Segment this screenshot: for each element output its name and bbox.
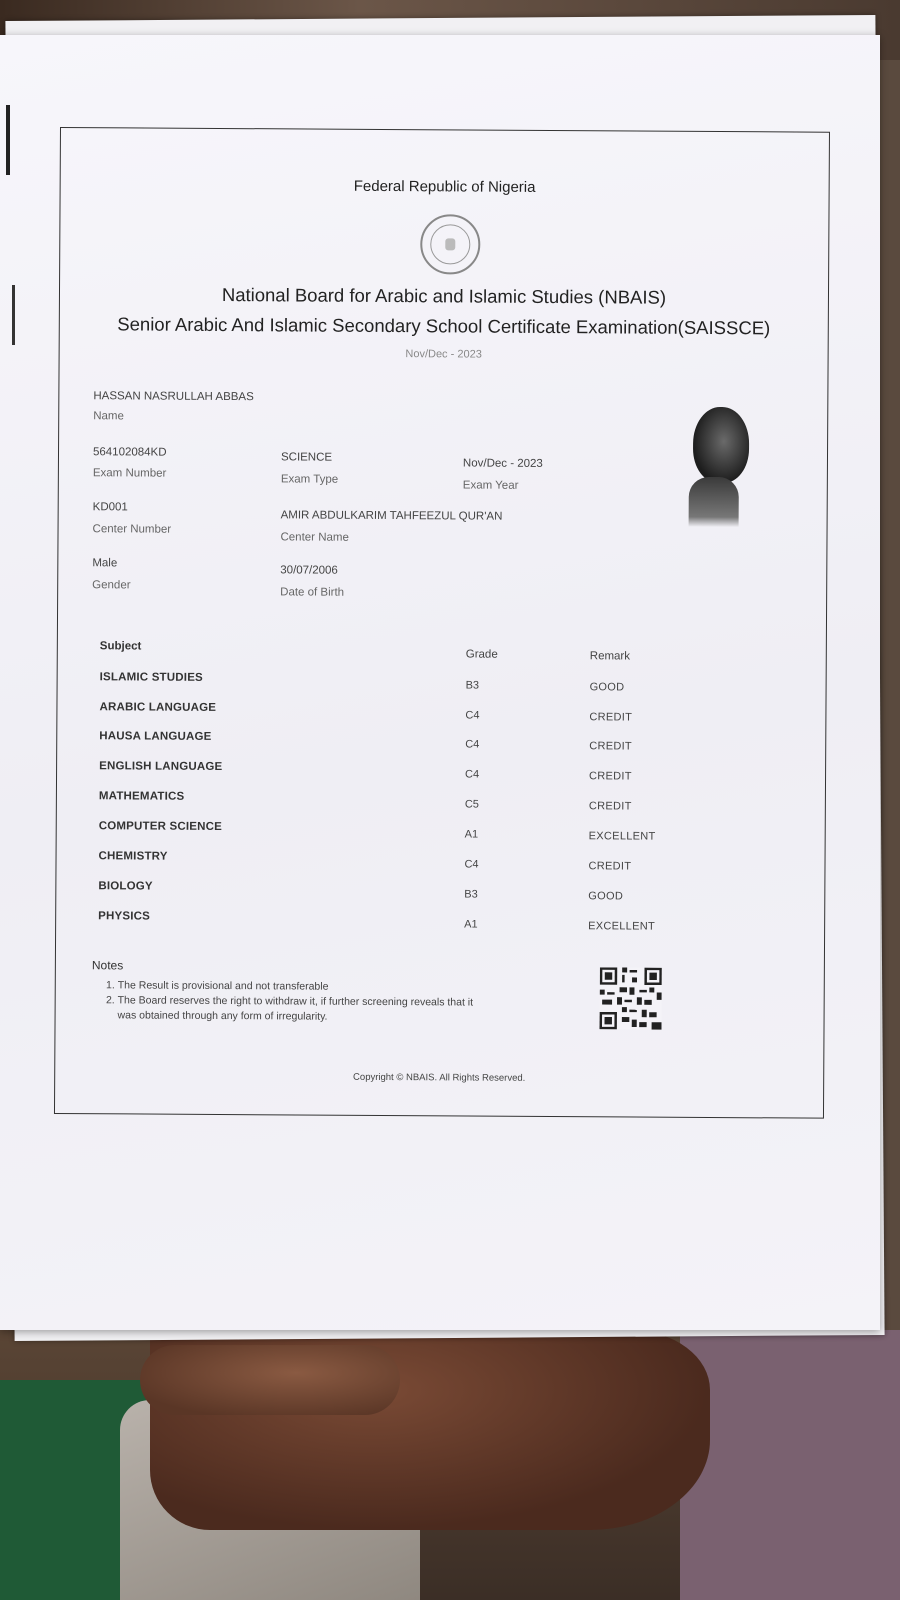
- remark-cell: GOOD: [589, 681, 625, 694]
- subject-cell: PHYSICS: [98, 910, 151, 923]
- note-item: 2. The Board reserves the right to withdraw it, if further screening reveals that it was obtained through any form of irregularity.: [118, 994, 478, 1027]
- exam-type-value: SCIENCE: [280, 451, 333, 464]
- table-row: [57, 790, 825, 815]
- seal-ring: [430, 224, 470, 264]
- seal-emblem: [445, 238, 455, 250]
- edge-mark: [6, 105, 10, 175]
- table-row: [58, 671, 826, 696]
- remark-cell: EXCELLENT: [588, 920, 656, 933]
- remark-cell: CREDIT: [588, 800, 632, 813]
- grade-cell: C4: [465, 738, 480, 751]
- background-cloth: [680, 1330, 900, 1600]
- subject-cell: BIOLOGY: [98, 880, 153, 893]
- gender-value: Male: [92, 557, 118, 570]
- table-row: [56, 910, 824, 935]
- subject-cell: ARABIC LANGUAGE: [99, 701, 217, 714]
- grade-cell: C4: [465, 768, 480, 781]
- subject-cell: HAUSA LANGUAGE: [99, 730, 212, 743]
- photo-head: [693, 407, 749, 483]
- remark-cell: CREDIT: [589, 770, 632, 783]
- gender-label: Gender: [92, 579, 131, 592]
- notes-list: [104, 978, 478, 1026]
- candidate-photo: [671, 402, 762, 528]
- subject-cell: ISLAMIC STUDIES: [99, 671, 203, 684]
- dob-label: Date of Birth: [280, 586, 345, 599]
- nbais-seal-icon: [420, 214, 480, 274]
- table-row: [57, 760, 825, 785]
- note-item: 1. The Result is provisional and not transferable: [118, 978, 478, 995]
- country-heading: Federal Republic of Nigeria: [353, 177, 536, 196]
- exam-session: Nov/Dec - 2023: [405, 348, 482, 361]
- center-name-label: Center Name: [280, 531, 349, 544]
- exam-year-label: Exam Year: [462, 479, 519, 492]
- subject-cell: MATHEMATICS: [98, 790, 185, 803]
- table-row: [57, 820, 825, 845]
- table-row: [56, 850, 824, 875]
- grade-cell: B3: [464, 888, 478, 901]
- grade-cell: B3: [465, 679, 480, 692]
- grade-header: Grade: [465, 648, 498, 661]
- grade-cell: C5: [464, 798, 479, 811]
- remark-cell: CREDIT: [588, 860, 632, 873]
- holding-thumb: [140, 1345, 400, 1415]
- grade-cell: C4: [464, 858, 479, 871]
- grade-cell: C4: [465, 709, 480, 722]
- remark-cell: GOOD: [588, 890, 624, 903]
- grade-cell: A1: [464, 918, 478, 931]
- dob-value: 30/07/2006: [280, 564, 338, 577]
- subject-cell: ENGLISH LANGUAGE: [99, 760, 223, 774]
- table-row: [57, 730, 825, 755]
- table-row: [57, 701, 825, 726]
- remark-cell: CREDIT: [589, 740, 633, 753]
- center-number-value: KD001: [92, 501, 128, 514]
- subject-header: Subject: [99, 640, 142, 653]
- remark-cell: EXCELLENT: [588, 830, 656, 843]
- board-title: National Board for Arabic and Islamic Studies (NBAIS): [221, 283, 667, 308]
- qr-code-icon: [599, 967, 661, 1029]
- table-row: [56, 880, 824, 905]
- exam-number-label: Exam Number: [92, 467, 167, 480]
- center-name-value: AMIR ABDULKARIM TAHFEEZUL QUR'AN: [280, 509, 503, 523]
- copyright-notice: Copyright © NBAIS. All Rights Reserved.: [353, 1071, 526, 1084]
- certificate-frame: [54, 127, 830, 1119]
- candidate-name-value: HASSAN NASRULLAH ABBAS: [93, 390, 254, 404]
- subject-cell: CHEMISTRY: [98, 850, 168, 863]
- grade-cell: A1: [464, 828, 479, 841]
- photo-body: [689, 477, 739, 527]
- remark-header: Remark: [589, 650, 631, 663]
- certificate-paper: [0, 35, 880, 1330]
- candidate-name-label: Name: [93, 410, 124, 423]
- exam-number-value: 564102084KD: [92, 446, 167, 459]
- exam-year-value: Nov/Dec - 2023: [462, 457, 543, 470]
- remark-cell: CREDIT: [589, 711, 633, 724]
- notes-title: Notes: [91, 958, 124, 973]
- edge-mark: [12, 285, 15, 345]
- subject-cell: COMPUTER SCIENCE: [98, 820, 223, 834]
- center-number-label: Center Number: [92, 523, 172, 536]
- exam-title: Senior Arabic And Islamic Secondary School Certificate Examination(SAISSCE): [117, 313, 771, 339]
- exam-type-label: Exam Type: [280, 473, 339, 486]
